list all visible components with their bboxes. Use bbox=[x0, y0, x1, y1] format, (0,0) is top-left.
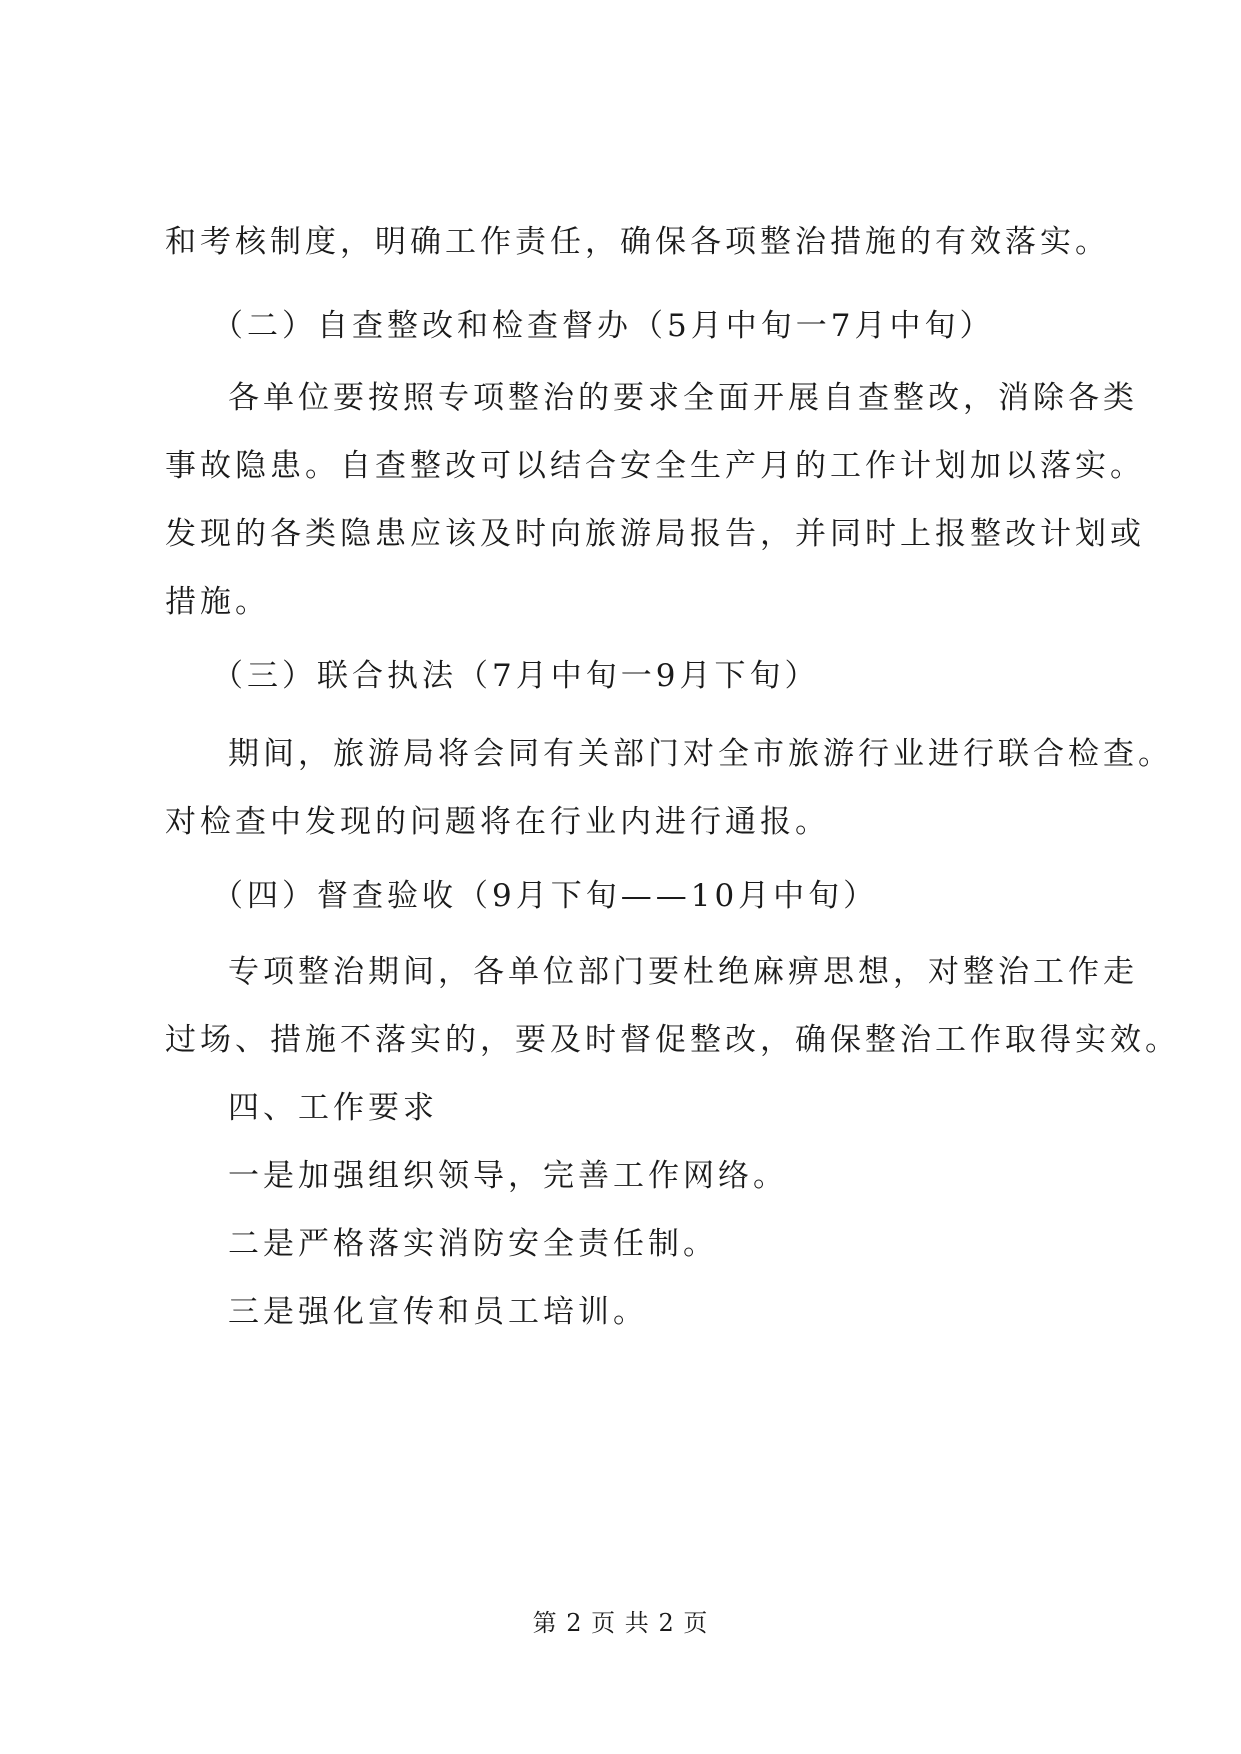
line-text: 发现的各类隐患应该及时向旅游局报告，并同时上报整改计划或 bbox=[165, 516, 1145, 552]
line-text: 一是加强组织领导，完善工作网络。 bbox=[228, 1158, 788, 1194]
line-text: 四、工作要求 bbox=[228, 1090, 438, 1126]
line-text: 和考核制度，明确工作责任，确保各项整治措施的有效落实。 bbox=[165, 224, 1110, 260]
line-text: （四）督查验收（9月下旬——10月中旬） bbox=[212, 878, 879, 914]
line-text: （三）联合执法（7月中旬一9月下旬） bbox=[212, 658, 820, 694]
line-text: 专项整治期间，各单位部门要杜绝麻痹思想，对整治工作走 bbox=[228, 954, 1138, 990]
line-text: （二）自查整改和检查督办（5月中旬一7月中旬） bbox=[212, 308, 995, 344]
line-text: 三是强化宣传和员工培训。 bbox=[228, 1294, 648, 1330]
line-text: 各单位要按照专项整治的要求全面开展自查整改，消除各类 bbox=[228, 380, 1138, 416]
line-text: 期间，旅游局将会同有关部门对全市旅游行业进行联合检查。 bbox=[228, 736, 1173, 772]
line-text: 过场、措施不落实的，要及时督促整改，确保整治工作取得实效。 bbox=[165, 1022, 1180, 1058]
line-text: 对检查中发现的问题将在行业内进行通报。 bbox=[165, 804, 830, 840]
line-text: 事故隐患。自查整改可以结合安全生产月的工作计划加以落实。 bbox=[165, 448, 1145, 484]
line-text: 措施。 bbox=[165, 584, 270, 620]
line-text: 二是严格落实消防安全责任制。 bbox=[228, 1226, 718, 1262]
page-number-footer: 第 2 页 共 2 页 bbox=[532, 1609, 709, 1637]
